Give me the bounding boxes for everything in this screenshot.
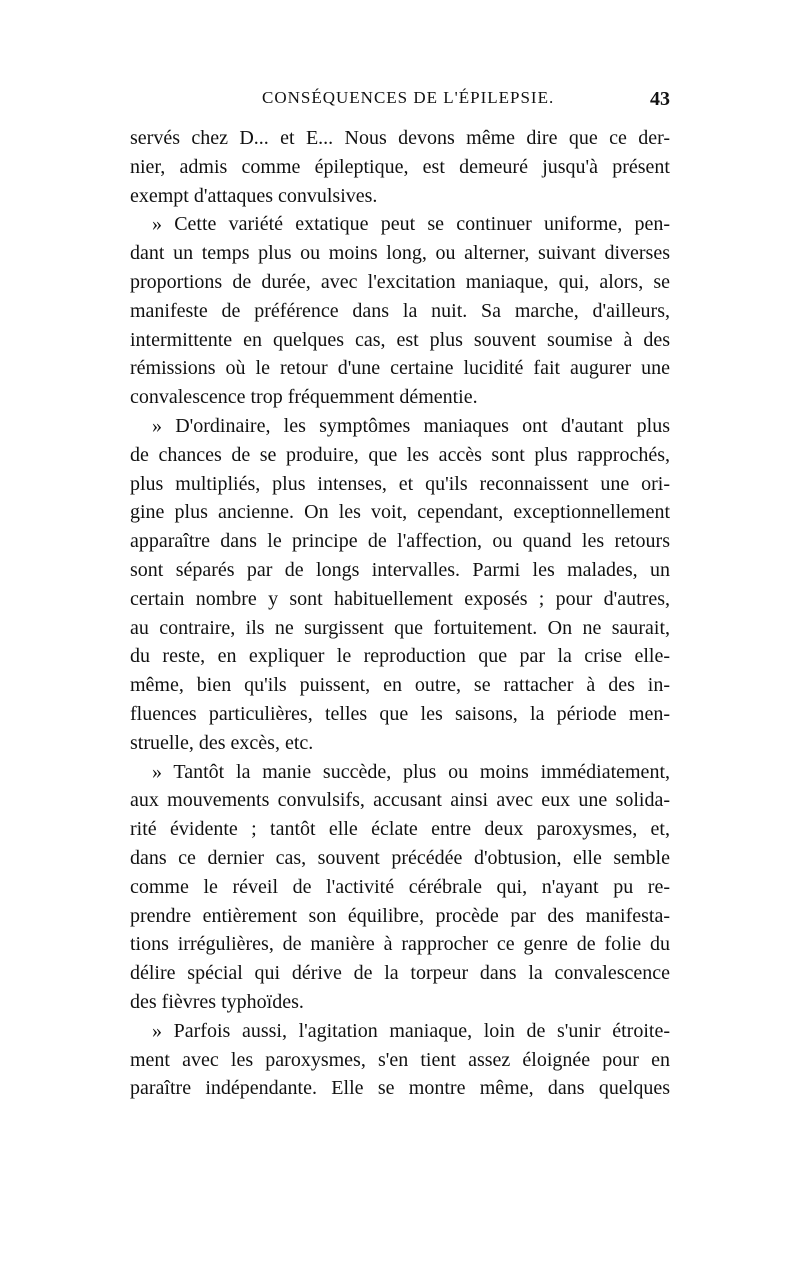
text-line: » Cette variété extatique peut se continuer uniforme, pen- [152, 213, 670, 236]
text-line: proportions de durée, avec l'excitation maniaque, qui, alors, se [130, 270, 670, 293]
text-line: struelle, des excès, etc. [130, 731, 314, 754]
text-line: des fièvres typhoïdes. [130, 990, 304, 1013]
text-line: rité évidente ; tantôt elle éclate entre deux paroxysmes, et, [130, 818, 670, 841]
text-line: servés chez D... et E... Nous devons même dire que ce der- [130, 127, 670, 149]
text-line: gine plus ancienne. On les voit, cependant, exceptionnellement [130, 501, 670, 524]
text-line: prendre entièrement son équilibre, procède par des manifesta- [130, 904, 670, 927]
text-line: paraître indépendante. Elle se montre même, dans quelques [130, 1077, 670, 1100]
text-line: dant un temps plus ou moins long, ou alterner, suivant diverses [130, 242, 670, 265]
text-line: rémissions où le retour d'une certaine lucidité fait augurer une [130, 357, 670, 380]
page-number: 43 [650, 88, 670, 110]
text-line: exempt d'attaques convulsives. [130, 184, 378, 207]
text-line: aux mouvements convulsifs, accusant ainsi avec eux une solida- [130, 789, 670, 812]
text-line: dans ce dernier cas, souvent précédée d'obtusion, elle semble [130, 846, 670, 869]
body-text [130, 124, 670, 1103]
text-line: plus multipliés, plus intenses, et qu'ils reconnaissent une ori- [130, 472, 670, 495]
text-line: convalescence trop fréquemment démentie. [130, 386, 478, 409]
text-line: tions irrégulières, de manière à rapprocher ce genre de folie du [130, 933, 670, 956]
text-line: nier, admis comme épileptique, est demeuré jusqu'à présent [130, 155, 670, 178]
text-line: » Parfois aussi, l'agitation maniaque, loin de s'unir étroite- [152, 1019, 670, 1042]
text-line: de chances de se produire, que les accès sont plus rapprochés, [130, 443, 670, 466]
text-line: comme le réveil de l'activité cérébrale qui, n'ayant pu re- [130, 875, 670, 898]
text-line: ment avec les paroxysmes, s'en tient assez éloignée pour en [130, 1048, 670, 1071]
text-line: manifeste de préférence dans la nuit. Sa marche, d'ailleurs, [130, 299, 670, 322]
text-line: au contraire, ils ne surgissent que fortuitement. On ne saurait, [130, 616, 670, 639]
text-line: apparaître dans le principe de l'affection, ou quand les retours [130, 530, 670, 553]
text-line: » Tantôt la manie succède, plus ou moins immédiatement, [152, 760, 670, 783]
text-line: sont séparés par de longs intervalles. Parmi les malades, un [130, 558, 670, 581]
text-line: fluences particulières, telles que les saisons, la période men- [130, 702, 670, 725]
text-line: intermittente en quelques cas, est plus souvent soumise à des [130, 328, 670, 351]
running-head [0, 88, 800, 118]
text-line: certain nombre y sont habituellement exposés ; pour d'autres, [130, 587, 670, 610]
text-line: » D'ordinaire, les symptômes maniaques ont d'autant plus [152, 414, 670, 437]
text-line: délire spécial qui dérive de la torpeur dans la convalescence [130, 962, 670, 985]
text-line: du reste, en expliquer le reproduction que par la crise elle- [130, 645, 670, 668]
running-title: CONSÉQUENCES DE L'ÉPILEPSIE. [262, 88, 555, 107]
text-line: même, bien qu'ils puissent, en outre, se rattacher à des in- [130, 674, 670, 697]
